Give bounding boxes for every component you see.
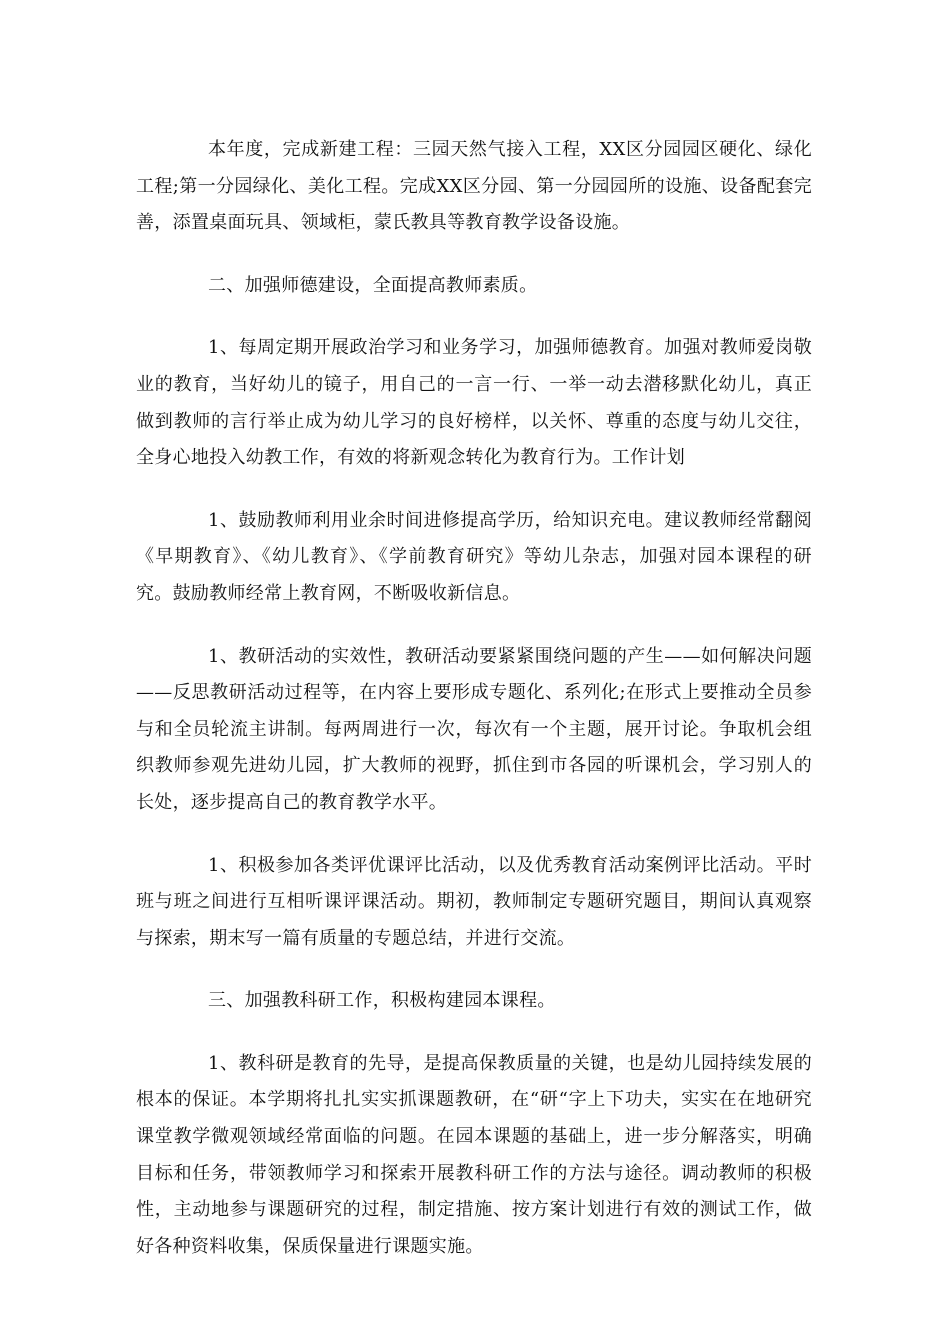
paragraph-construction-summary: 本年度，完成新建工程：三园天然气接入工程，XX区分园园区硬化、绿化工程;第一分园绿化、美化工程。完成XX区分园、第一分园园所的设施、设备配套完善，添置桌面玩具、领域柜，蒙氏教具等教育教学设备设施。 xyxy=(136,139,812,234)
paragraph-lesson-competition: 1、积极参加各类评优课评比活动，以及优秀教育活动案例评比活动。平时班与班之间进行互相听课评课活动。期初，教师制定专题研究题目，期间认真观察与探索，期末写一篇有质量的专题总结，并进行交流。 xyxy=(136,854,812,949)
section-heading-teacher-ethics: 二、加强师德建设，全面提高教师素质。 xyxy=(208,274,538,296)
document-body xyxy=(136,132,812,1291)
paragraph-further-education: 1、鼓励教师利用业余时间进修提高学历，给知识充电。建议教师经常翻阅《早期教育》、《幼儿教育》、《学前教育研究》等幼儿杂志，加强对园本课程的研究。鼓励教师经常上教育网，不断吸收新信息。 xyxy=(136,509,812,604)
paragraph-research-guidance: 1、教科研是教育的先导，是提高保教质量的关键，也是幼儿园持续发展的根本的保证。本学期将扎扎实实抓课题教研，在“研“字上下功夫，实实在在地研究课堂教学微观领域经常面临的问题。在园本课题的基础上，进一步分解落实，明确目标和任务，带领教师学习和探索开展教科研工作的方法与途径。调动教师的积极性，主动地参与课题研究的过程，制定措施、按方案计划进行有效的测试工作，做好各种资料收集，保质保量进行课题实施。 xyxy=(136,1052,812,1257)
paragraph-teaching-research: 1、教研活动的实效性，教研活动要紧紧围绕问题的产生——如何解决问题——反思教研活动过程等，在内容上要形成专题化、系列化;在形式上要推动全员参与和全员轮流主讲制。每两周进行一次，每次有一个主题，展开讨论。争取机会组织教师参观先进幼儿园，扩大教师的视野，抓住到市各园的听课机会，学习别人的长处，逐步提高自己的教育教学水平。 xyxy=(136,645,812,813)
section-heading-research-curriculum: 三、加强教科研工作，积极构建园本课程。 xyxy=(208,990,556,1012)
paragraph-political-study: 1、每周定期开展政治学习和业务学习，加强师德教育。加强对教师爱岗敬业的教育，当好幼儿的镜子，用自己的一言一行、一举一动去潜移默化幼儿，真正做到教师的言行举止成为幼儿学习的良好榜样，以关怀、尊重的态度与幼儿交往，全身心地投入幼教工作，有效的将新观念转化为教育行为。工作计划 xyxy=(136,337,812,469)
